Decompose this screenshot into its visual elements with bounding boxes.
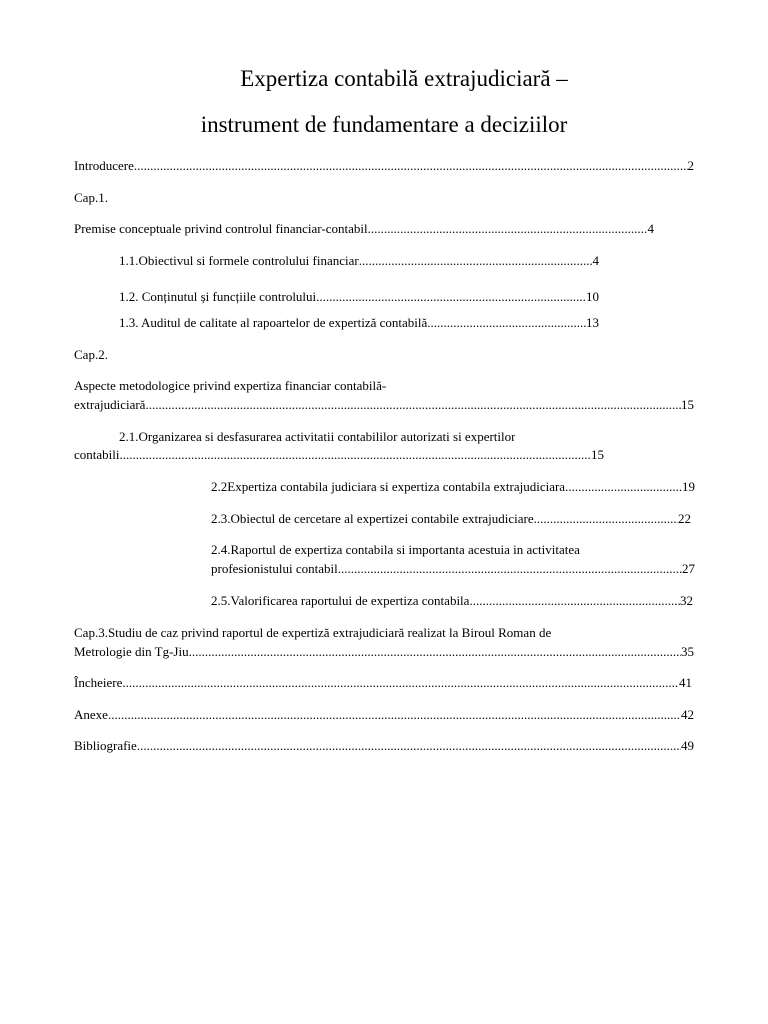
toc-entry-1-1 bbox=[119, 253, 599, 268]
toc-entry-anexe bbox=[74, 707, 694, 722]
toc-entry-page: 42 bbox=[681, 707, 694, 722]
title-line-2: instrument de fundamentare a deciziilor bbox=[200, 112, 568, 137]
toc-entry-label: Premise conceptuale privind controlul financiar-contabil bbox=[74, 221, 368, 236]
dot-leader bbox=[316, 289, 586, 304]
toc-entry-label: Metrologie din Tg-Jiu bbox=[74, 644, 189, 659]
toc-entry-page: 35 bbox=[681, 644, 694, 659]
toc-entry-2-3 bbox=[211, 511, 691, 526]
toc-entry-label: 2.2Expertiza contabila judiciara si expertiza contabila extrajudiciara bbox=[211, 479, 566, 494]
title-line-1: Expertiza contabilă extrajudiciară – bbox=[240, 66, 568, 91]
dot-leader bbox=[359, 253, 593, 268]
toc-entry-label: 2.5.Valorificarea raportului de expertiza contabila bbox=[211, 593, 470, 608]
dot-leader bbox=[145, 397, 681, 412]
toc-entry-1-2 bbox=[119, 289, 599, 304]
dot-leader bbox=[120, 447, 592, 462]
toc-entry-cap2 bbox=[74, 397, 694, 412]
dot-leader bbox=[565, 479, 682, 494]
toc-entry-2-2 bbox=[211, 479, 695, 494]
toc-entry-page: 32 bbox=[680, 593, 693, 608]
toc-entry-2-4 bbox=[211, 561, 695, 576]
toc-entry-label: Bibliografie bbox=[74, 738, 137, 753]
toc-entry-cap2-line1: Aspecte metodologice privind expertiza financiar contabilă- bbox=[74, 378, 387, 393]
toc-entry-1-3 bbox=[119, 315, 599, 330]
toc-entry-label: Anexe bbox=[74, 707, 108, 722]
toc-entry-bibliografie bbox=[74, 738, 694, 753]
toc-entry-page: 19 bbox=[682, 479, 695, 494]
toc-entry-label: 1.1.Obiectivul si formele controlului financiar bbox=[119, 253, 359, 268]
toc-entry-page: 15 bbox=[591, 447, 604, 462]
toc-entry-label: profesionistului contabil bbox=[211, 561, 338, 576]
dot-leader bbox=[427, 315, 586, 330]
toc-entry-page: 41 bbox=[679, 675, 692, 690]
toc-entry-label: extrajudiciară bbox=[74, 397, 146, 412]
toc-entry-label: 1.3. Auditul de calitate al rapoartelor de expertiză contabilă bbox=[119, 315, 428, 330]
toc-entry-page: 13 bbox=[586, 315, 599, 330]
toc-entry-label: 2.3.Obiectul de cercetare al expertizei contabile extrajudiciare bbox=[211, 511, 534, 526]
toc-entry-2-1-line1: 2.1.Organizarea si desfasurarea activitatii contabililor autorizati si expertilor bbox=[119, 429, 516, 444]
dot-leader bbox=[122, 675, 679, 690]
toc-entry-2-5 bbox=[211, 593, 693, 608]
toc-entry-page: 15 bbox=[681, 397, 694, 412]
dot-leader bbox=[368, 221, 648, 236]
toc-entry-page: 4 bbox=[592, 253, 599, 268]
toc-entry-page: 22 bbox=[678, 511, 691, 526]
dot-leader bbox=[469, 593, 680, 608]
toc-entry-label: Încheiere bbox=[74, 675, 123, 690]
chapter-heading-2: Cap.2. bbox=[74, 347, 108, 362]
toc-entry-2-4-line1: 2.4.Raportul de expertiza contabila si importanta acestuia in activitatea bbox=[211, 542, 580, 557]
dot-leader bbox=[189, 644, 681, 659]
toc-entry-cap1 bbox=[74, 221, 654, 236]
toc-entry-page: 4 bbox=[647, 221, 654, 236]
dot-leader bbox=[108, 707, 681, 722]
toc-entry-label: Introducere bbox=[74, 158, 134, 173]
toc-entry-introducere bbox=[74, 158, 694, 173]
dot-leader bbox=[134, 158, 688, 173]
toc-entry-incheiere bbox=[74, 675, 692, 690]
dot-leader bbox=[338, 561, 682, 576]
toc-entry-cap3 bbox=[74, 644, 694, 659]
chapter-heading-1: Cap.1. bbox=[74, 190, 108, 205]
toc-entry-page: 27 bbox=[682, 561, 695, 576]
toc-entry-page: 49 bbox=[681, 738, 694, 753]
dot-leader bbox=[137, 738, 681, 753]
toc-entry-label: 1.2. Conținutul și funcțiile controlului bbox=[119, 289, 317, 304]
toc-entry-label: contabili bbox=[74, 447, 120, 462]
toc-entry-cap3-line1: Cap.3.Studiu de caz privind raportul de expertiză extrajudiciară realizat la Biroul Roman de bbox=[74, 625, 552, 640]
toc-entry-page: 2 bbox=[687, 158, 694, 173]
dot-leader bbox=[534, 511, 678, 526]
toc-entry-page: 10 bbox=[586, 289, 599, 304]
toc-entry-2-1 bbox=[74, 447, 604, 462]
